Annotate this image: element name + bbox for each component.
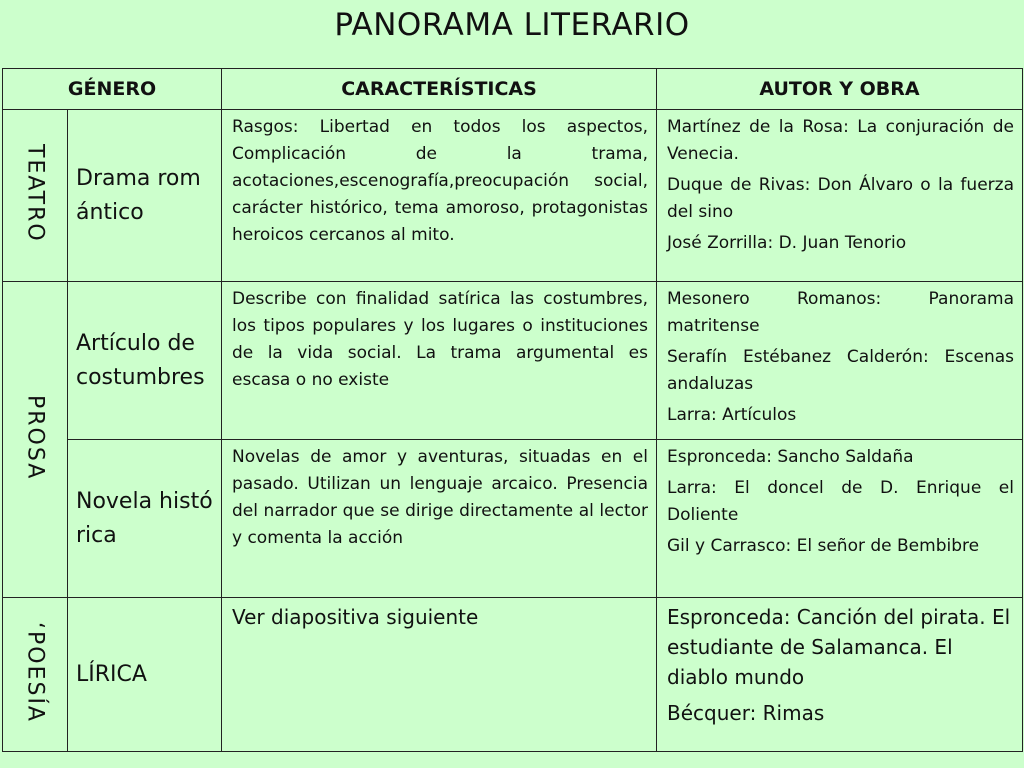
author-work: Larra: Artículos [667,405,797,425]
characteristics-cell: Rasgos: Libertad en todos los aspectos, Complicación de la trama, acotaciones,escenografía,preocupación social, carácter histórico, tema amoroso, protagonistas heroicos cercanos al mito. [222,110,657,282]
category-teatro [3,110,68,282]
table-row [3,598,1023,752]
category-poesia [3,598,68,752]
characteristics-cell: Ver diapositiva siguiente [222,598,657,752]
characteristics-cell: Describe con finalidad satírica las costumbres, los tipos populares y los lugares o instituciones de la vida social. La trama argumental es escasa o no existe [222,282,657,440]
authors-cell [657,598,1023,752]
author-work: Duque de Rivas: Don Álvaro o la fuerza del sino [667,175,1014,222]
table-row [3,282,1023,440]
author-work: Mesonero Romanos: Panorama matritense [667,289,1014,336]
characteristics-cell: Novelas de amor y aventuras, situadas en el pasado. Utilizan un lenguaje arcaico. Presencia del narrador que se dirige directamente al lector y comenta la acción [222,440,657,598]
author-work: Gil y Carrasco: El señor de Bembibre [667,536,980,556]
page-title: PANORAMA LITERARIO [334,7,690,43]
header-genero: GÉNERO [3,69,222,110]
author-work: Espronceda: Canción del pirata. El estudiante de Salamanca. El diablo mundo [667,605,1011,689]
genre-cell: Drama romántico [68,110,222,282]
table-row [3,440,1023,598]
authors-cell [657,440,1023,598]
author-work: Bécquer: Rimas [667,701,825,725]
header-caracteristicas: CARACTERÍSTICAS [222,69,657,110]
category-prosa [3,282,68,598]
authors-cell [657,282,1023,440]
category-label: PROSA [22,394,48,481]
author-work: Larra: El doncel de D. Enrique el Doliente [667,478,1014,525]
author-work: Serafín Estébanez Calderón: Escenas andaluzas [667,347,1014,394]
category-label: ‘POESÍA [22,622,48,723]
author-work: Martínez de la Rosa: La conjuración de Venecia. [667,117,1014,164]
literary-panorama-table [2,68,1023,752]
authors-cell [657,110,1023,282]
author-work: Espronceda: Sancho Saldaña [667,447,914,467]
category-label: TEATRO [22,144,48,243]
author-work: José Zorrilla: D. Juan Tenorio [667,233,907,253]
genre-cell: LÍRICA [68,598,222,752]
table-header-row [3,69,1023,110]
table-row [3,110,1023,282]
header-autor-obra: AUTOR Y OBRA [657,69,1023,110]
genre-cell: Artículo de costumbres [68,282,222,440]
genre-cell: Novela histórica [68,440,222,598]
